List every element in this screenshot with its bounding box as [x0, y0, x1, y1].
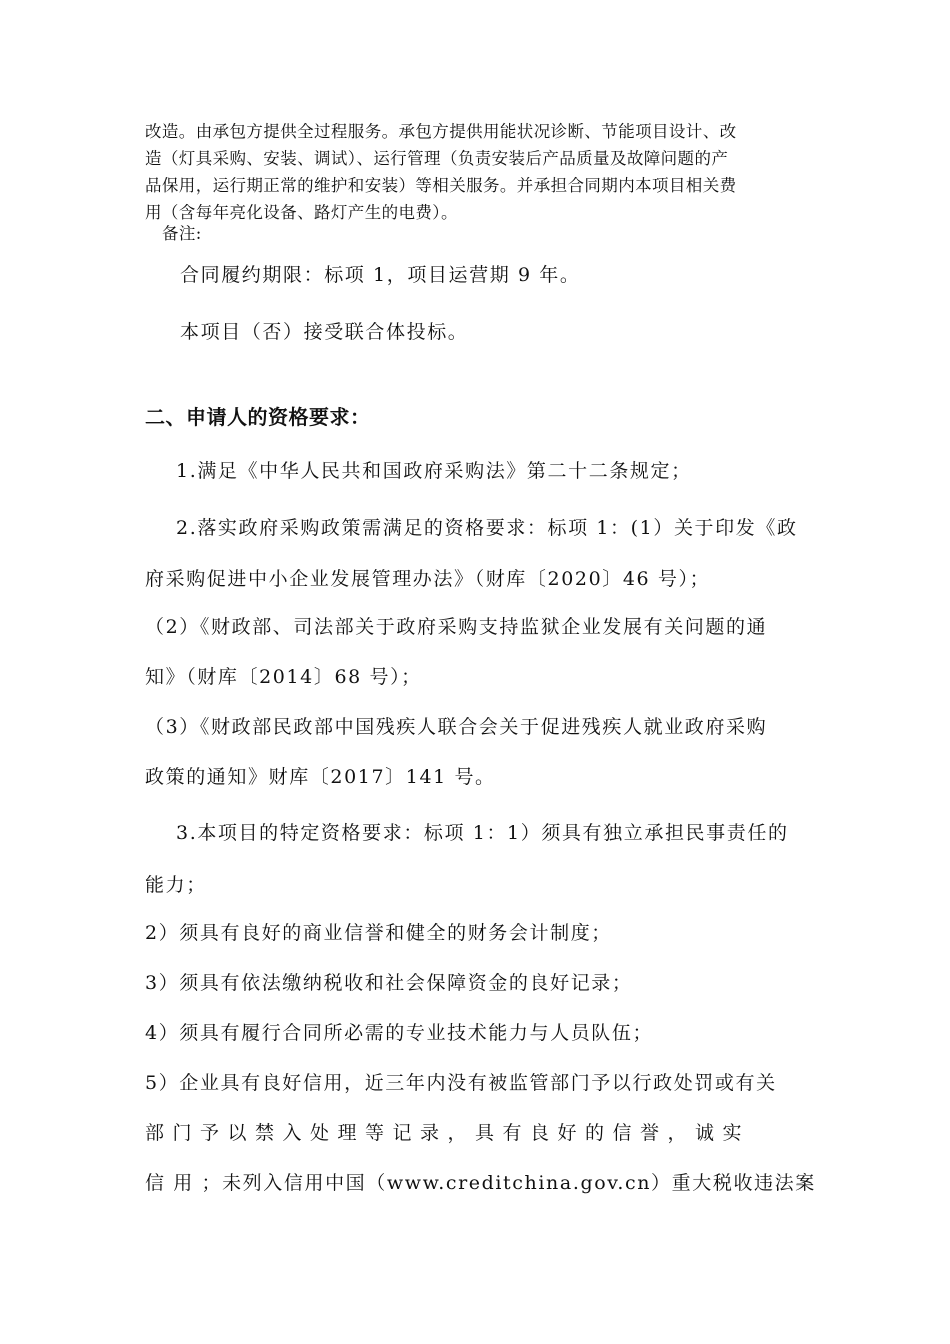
consortium-statement: 本项目（否）接受联合体投标。 — [180, 321, 469, 343]
section-title: 二、申请人的资格要求： — [145, 405, 371, 429]
requirement-item-2-line: 知》（财库〔2014〕68 号）； — [145, 666, 422, 688]
requirement-item-3-line: 4）须具有履行合同所必需的专业技术能力与人员队伍； — [145, 1022, 654, 1044]
remark-label: 备注: — [162, 224, 202, 243]
requirement-item-3-line: 5）企业具有良好信用，近三年内没有被监管部门予以行政处罚或有关 — [145, 1072, 777, 1094]
requirement-item-2-line: （2）《财政部、司法部关于政府采购支持监狱企业发展有关问题的通 — [145, 616, 768, 638]
requirement-item-2-line: （3）《财政部民政部中国残疾人联合会关于促进残疾人就业政府采购 — [145, 716, 768, 738]
requirement-item-3-line: 3）须具有依法缴纳税收和社会保障资金的良好记录； — [145, 972, 633, 994]
intro-line-3: 品保用，运行期正常的维护和安装）等相关服务。并承担合同期内本项目相关费 — [145, 176, 737, 195]
requirement-item-2-line: 政策的通知》财库〔2017〕141 号。 — [145, 766, 496, 788]
requirement-item-3-line: 部门予以禁入处理等记录，具有良好的信誉，诚实 — [145, 1122, 751, 1144]
requirement-item-3-line: 信 用 ；未列入信用中国（www.creditchina.gov.cn）重大税收违法案 — [145, 1172, 816, 1194]
intro-line-2: 造（灯具采购、安装、调试）、运行管理（负责安装后产品质量及故障问题的产 — [145, 149, 729, 168]
requirement-item-3-line: 能力； — [145, 874, 207, 896]
requirement-item-2-line: 府采购促进中小企业发展管理办法》（财库〔2020〕46 号）； — [145, 568, 711, 590]
requirement-item-1: 1.满足《中华人民共和国政府采购法》第二十二条规定； — [176, 460, 692, 482]
contract-period: 合同履约期限：标项 1，项目运营期 9 年。 — [180, 264, 581, 286]
intro-line-1: 改造。由承包方提供全过程服务。承包方提供用能状况诊断、节能项目设计、改 — [145, 122, 737, 141]
requirement-item-2-line: 2.落实政府采购政策需满足的资格要求：标项 1：(1）关于印发《政 — [176, 517, 798, 539]
intro-line-4: 用（含每年亮化设备、路灯产生的电费）。 — [145, 203, 458, 222]
requirement-item-3-line: 2）须具有良好的商业信誉和健全的财务会计制度； — [145, 922, 612, 944]
requirement-item-3-line: 3.本项目的特定资格要求：标项 1：1）须具有独立承担民事责任的 — [176, 822, 789, 844]
